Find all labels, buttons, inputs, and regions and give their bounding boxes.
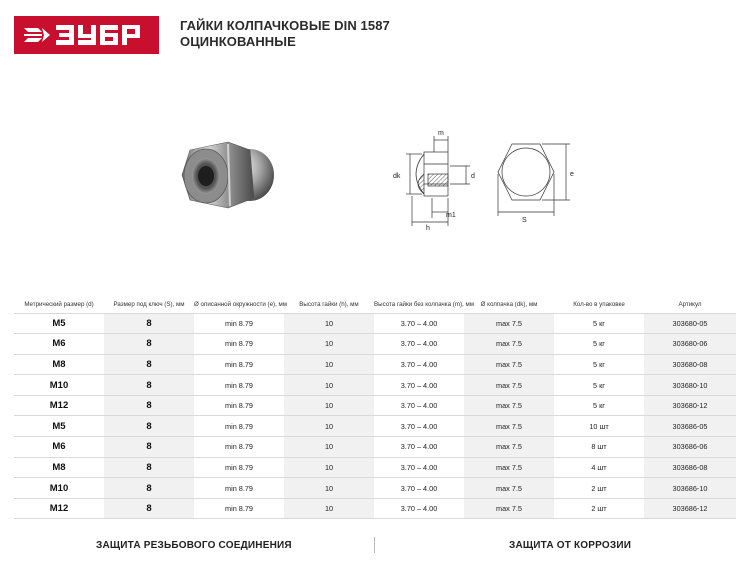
header-cap-diameter: Ø колпачка (dk), мм <box>480 301 538 309</box>
table-cell: 5 кг <box>554 354 644 375</box>
table-cell: M6 <box>14 334 104 355</box>
table-row <box>14 416 736 437</box>
table-cell: 3.70 – 4.00 <box>374 437 464 458</box>
table-row <box>14 498 736 519</box>
table-cell: 10 <box>284 478 374 499</box>
table-cell: min 8.79 <box>194 416 284 437</box>
table-cell: 2 шт <box>554 498 644 519</box>
table-cell: M10 <box>14 478 104 499</box>
title-line-2: ОЦИНКОВАННЫЕ <box>180 34 296 49</box>
table-cell: 303686-06 <box>644 437 736 458</box>
table-cell: 4 шт <box>554 457 644 478</box>
table-cell: 3.70 – 4.00 <box>374 375 464 396</box>
table-cell: 3.70 – 4.00 <box>374 478 464 499</box>
table-cell: 8 <box>104 334 194 355</box>
table-cell: max 7.5 <box>464 375 554 396</box>
table-cell: 3.70 – 4.00 <box>374 313 464 334</box>
table-cell: 303686-08 <box>644 457 736 478</box>
table-cell: 303680-12 <box>644 395 736 416</box>
table-cell: 2 шт <box>554 478 644 499</box>
table-row <box>14 313 736 334</box>
header-nut-height: Высота гайки (h), мм <box>299 301 359 309</box>
table-cell: max 7.5 <box>464 313 554 334</box>
table-cell: min 8.79 <box>194 437 284 458</box>
table-cell: 3.70 – 4.00 <box>374 498 464 519</box>
table-cell: 5 кг <box>554 395 644 416</box>
table-cell: 3.70 – 4.00 <box>374 395 464 416</box>
table-cell: 8 <box>104 395 194 416</box>
table-cell: min 8.79 <box>194 395 284 416</box>
table-cell: 8 <box>104 457 194 478</box>
table-cell: 10 <box>284 313 374 334</box>
table-cell: M5 <box>14 416 104 437</box>
table-cell: 10 <box>284 334 374 355</box>
footer-thread-protection: ЗАЩИТА РЕЗЬБОВОГО СОЕДИНЕНИЯ <box>96 540 292 551</box>
table-cell: M8 <box>14 457 104 478</box>
table-cell: 8 <box>104 416 194 437</box>
table-cell: 10 <box>284 498 374 519</box>
table-cell: max 7.5 <box>464 354 554 375</box>
table-cell: M5 <box>14 313 104 334</box>
brand-logo <box>14 16 159 54</box>
table-cell: 3.70 – 4.00 <box>374 416 464 437</box>
table-cell: M12 <box>14 395 104 416</box>
table-cell: max 7.5 <box>464 437 554 458</box>
table-cell: 10 шт <box>554 416 644 437</box>
table-cell: 3.70 – 4.00 <box>374 334 464 355</box>
table-row <box>14 334 736 355</box>
table-cell: min 8.79 <box>194 334 284 355</box>
table-cell: 10 <box>284 416 374 437</box>
label-d: d <box>471 173 475 180</box>
table-row <box>14 395 736 416</box>
footer-divider <box>374 537 375 553</box>
table-cell: 5 кг <box>554 313 644 334</box>
table-cell: 303686-05 <box>644 416 736 437</box>
table-row <box>14 478 736 499</box>
top-view-drawing <box>484 134 584 224</box>
table-cell: 8 <box>104 354 194 375</box>
table-cell: min 8.79 <box>194 457 284 478</box>
footer-corrosion-protection: ЗАЩИТА ОТ КОРРОЗИИ <box>509 540 632 551</box>
table-cell: 3.70 – 4.00 <box>374 354 464 375</box>
table-cell: 10 <box>284 395 374 416</box>
header-circumscribed-diameter: Ø описанной окружности (e), мм <box>194 301 288 309</box>
table-cell: M8 <box>14 354 104 375</box>
table-cell: 3.70 – 4.00 <box>374 457 464 478</box>
table-cell: 10 <box>284 354 374 375</box>
table-row <box>14 457 736 478</box>
table-cell: 8 <box>104 375 194 396</box>
table-cell: max 7.5 <box>464 395 554 416</box>
header-article: Артикул <box>678 301 702 309</box>
table-cell: 303680-10 <box>644 375 736 396</box>
table-cell: min 8.79 <box>194 375 284 396</box>
table-cell: 303686-10 <box>644 478 736 499</box>
table-cell: 303680-05 <box>644 313 736 334</box>
table-cell: 303686-12 <box>644 498 736 519</box>
header-metric-size: Метрический размер (d) <box>24 301 94 309</box>
title-line-1: ГАЙКИ КОЛПАЧКОВЫЕ DIN 1587 <box>180 18 390 33</box>
label-s: S <box>522 217 527 224</box>
label-m1: m1 <box>446 212 456 219</box>
table-cell: 8 <box>104 498 194 519</box>
side-view-drawing <box>388 126 494 232</box>
table-cell: min 8.79 <box>194 354 284 375</box>
table-cell: max 7.5 <box>464 416 554 437</box>
table-cell: 8 <box>104 313 194 334</box>
table-header-row <box>14 297 736 313</box>
header-wrench-size: Размер под ключ (S), мм <box>113 301 185 309</box>
header-pack-quantity: Кол-во в упаковке <box>573 301 625 309</box>
table-cell: max 7.5 <box>464 457 554 478</box>
table-cell: max 7.5 <box>464 478 554 499</box>
table-cell: max 7.5 <box>464 334 554 355</box>
label-e: e <box>570 171 574 178</box>
table-cell: min 8.79 <box>194 313 284 334</box>
label-dk: dk <box>393 173 401 180</box>
table-cell: 303680-06 <box>644 334 736 355</box>
table-row <box>14 437 736 458</box>
table-cell: 10 <box>284 375 374 396</box>
header-height-without-cap: Высота гайки без колпачка (m), мм <box>374 301 474 309</box>
table-cell: min 8.79 <box>194 478 284 499</box>
spec-table <box>14 297 736 519</box>
table-cell: min 8.79 <box>194 498 284 519</box>
table-cell: 10 <box>284 457 374 478</box>
table-cell: M6 <box>14 437 104 458</box>
cap-nut-photo <box>168 130 288 220</box>
table-cell: 8 <box>104 478 194 499</box>
table-cell: 10 <box>284 437 374 458</box>
label-h: h <box>426 225 430 232</box>
table-cell: 8 шт <box>554 437 644 458</box>
table-cell: 8 <box>104 437 194 458</box>
table-cell: max 7.5 <box>464 498 554 519</box>
product-title <box>180 18 390 50</box>
label-m: m <box>438 130 444 137</box>
table-cell: M12 <box>14 498 104 519</box>
table-cell: M10 <box>14 375 104 396</box>
table-row <box>14 354 736 375</box>
table-cell: 303680-08 <box>644 354 736 375</box>
table-row <box>14 375 736 396</box>
table-cell: 5 кг <box>554 334 644 355</box>
table-cell: 5 кг <box>554 375 644 396</box>
